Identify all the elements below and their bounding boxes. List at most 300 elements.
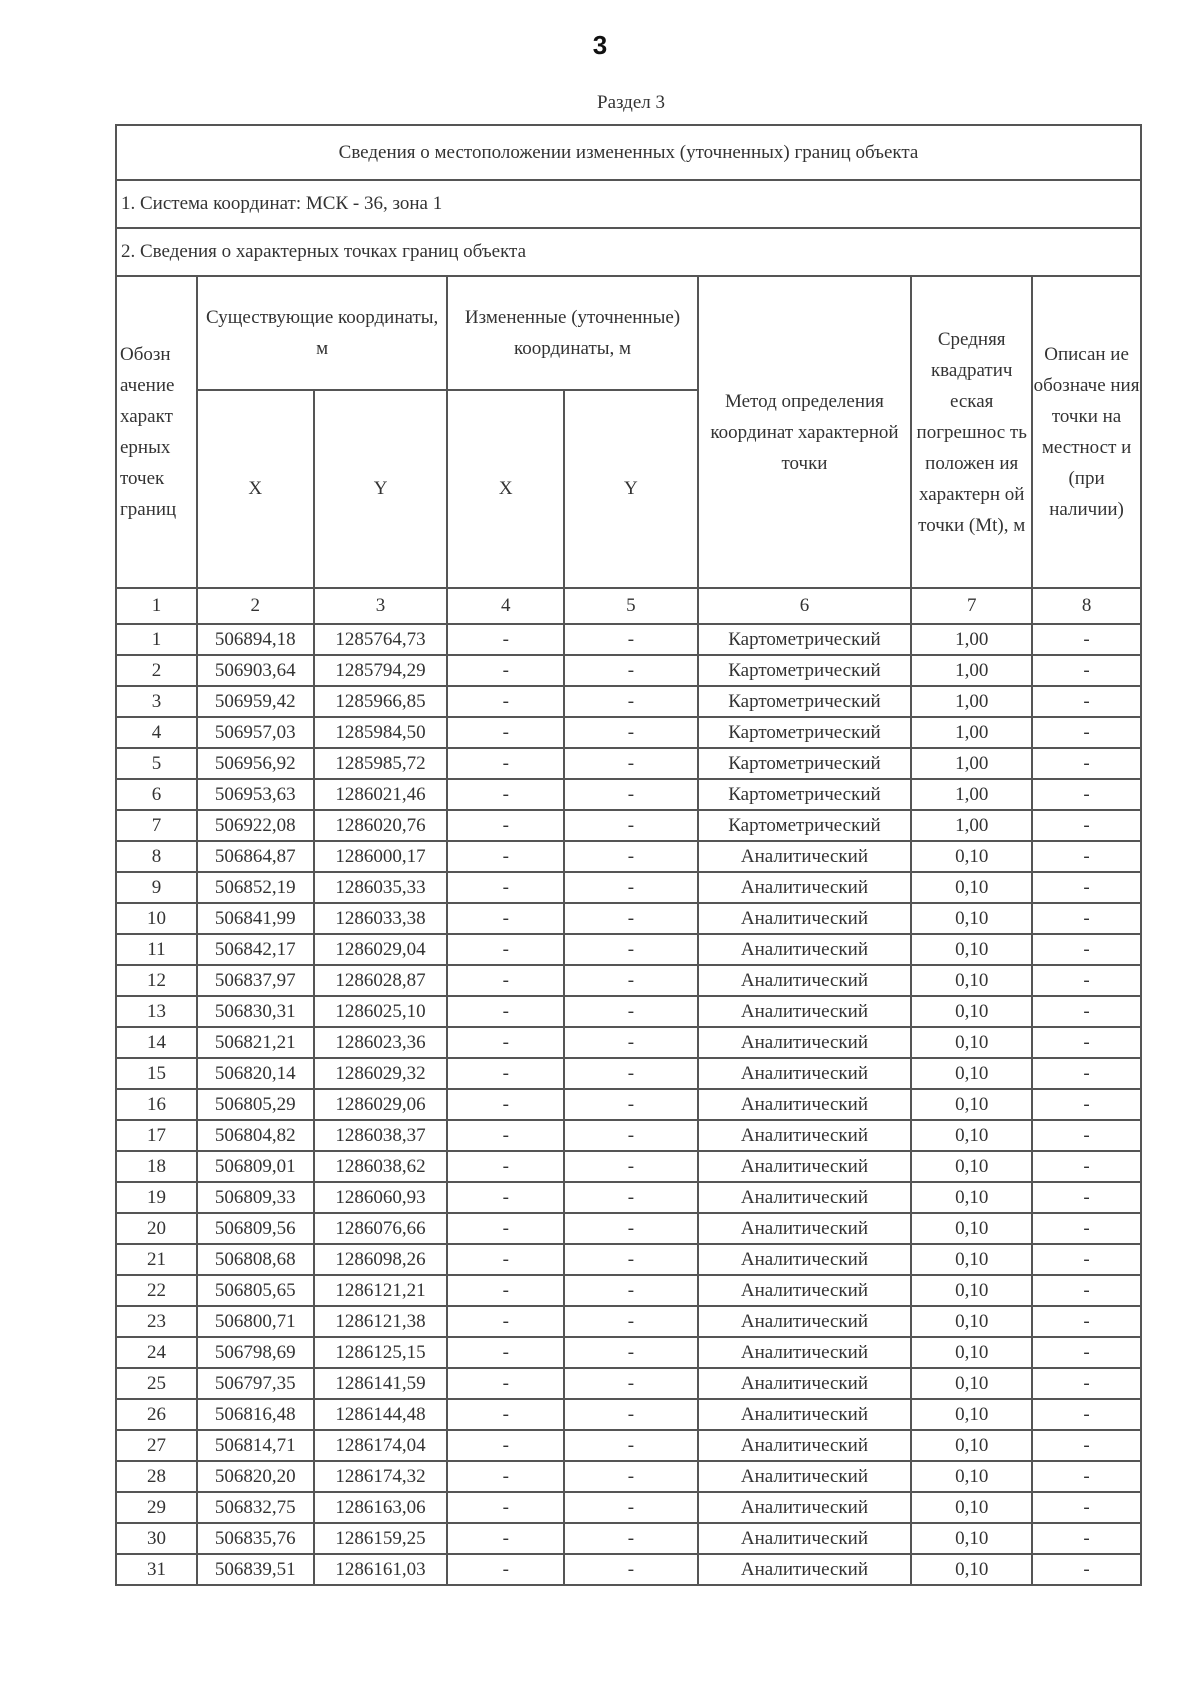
cell-description: - [1032,1368,1141,1399]
cell-existing-y: 1286021,46 [314,779,448,810]
cell-mt-value: 1,00 [911,624,1032,655]
cell-method: Аналитический [698,1151,912,1182]
table-row [116,1523,1141,1554]
cell-point-number: 15 [116,1058,197,1089]
cell-changed-y: - [564,1306,698,1337]
cell-mt-value: 1,00 [911,686,1032,717]
cell-mt-value: 0,10 [911,841,1032,872]
cell-point-number: 23 [116,1306,197,1337]
cell-changed-y: - [564,996,698,1027]
cell-description: - [1032,1120,1141,1151]
cell-changed-y: - [564,748,698,779]
cell-point-number: 22 [116,1275,197,1306]
cell-description: - [1032,748,1141,779]
cell-description: - [1032,1182,1141,1213]
cell-existing-y: 1286076,66 [314,1213,448,1244]
cell-changed-y: - [564,1244,698,1275]
cell-method: Аналитический [698,1275,912,1306]
cell-mt-value: 0,10 [911,1306,1032,1337]
cell-mt-value: 0,10 [911,965,1032,996]
cell-existing-y: 1286020,76 [314,810,448,841]
column-number: 8 [1032,588,1141,624]
cell-description: - [1032,779,1141,810]
cell-changed-x: - [447,1523,564,1554]
cell-description: - [1032,1089,1141,1120]
cell-mt-value: 0,10 [911,1368,1032,1399]
cell-changed-x: - [447,1213,564,1244]
cell-existing-y: 1286035,33 [314,872,448,903]
cell-description: - [1032,1554,1141,1585]
cell-point-number: 3 [116,686,197,717]
cell-point-number: 29 [116,1492,197,1523]
cell-mt-value: 0,10 [911,1213,1032,1244]
cell-description: - [1032,1523,1141,1554]
cell-method: Аналитический [698,1027,912,1058]
cell-mt-value: 0,10 [911,903,1032,934]
cell-mt-value: 0,10 [911,1337,1032,1368]
cell-changed-x: - [447,686,564,717]
table-row [116,903,1141,934]
cell-description: - [1032,965,1141,996]
cell-description: - [1032,717,1141,748]
cell-changed-x: - [447,1275,564,1306]
cell-existing-x: 506839,51 [197,1554,314,1585]
cell-changed-x: - [447,655,564,686]
cell-changed-y: - [564,934,698,965]
table-row [116,779,1141,810]
cell-changed-y: - [564,779,698,810]
cell-existing-x: 506816,48 [197,1399,314,1430]
cell-method: Картометрический [698,686,912,717]
cell-point-number: 25 [116,1368,197,1399]
cell-existing-y: 1286163,06 [314,1492,448,1523]
cell-existing-y: 1285764,73 [314,624,448,655]
cell-changed-x: - [447,1306,564,1337]
cell-existing-x: 506805,65 [197,1275,314,1306]
table-row [116,810,1141,841]
cell-point-number: 7 [116,810,197,841]
column-number: 3 [314,588,448,624]
table-row [116,872,1141,903]
cell-method: Аналитический [698,1554,912,1585]
cell-point-number: 26 [116,1399,197,1430]
page-number: 3 [592,30,608,60]
cell-method: Аналитический [698,1523,912,1554]
cell-changed-x: - [447,1337,564,1368]
cell-existing-y: 1286025,10 [314,996,448,1027]
cell-existing-x: 506830,31 [197,996,314,1027]
cell-changed-y: - [564,1120,698,1151]
cell-changed-x: - [447,1027,564,1058]
cell-point-number: 17 [116,1120,197,1151]
cell-description: - [1032,810,1141,841]
cell-mt-value: 0,10 [911,1430,1032,1461]
cell-point-number: 9 [116,872,197,903]
cell-changed-x: - [447,810,564,841]
cell-point-number: 11 [116,934,197,965]
cell-method: Аналитический [698,1058,912,1089]
cell-changed-y: - [564,965,698,996]
cell-mt-value: 1,00 [911,655,1032,686]
cell-point-number: 10 [116,903,197,934]
cell-changed-x: - [447,934,564,965]
header-changed-y: Y [564,390,698,588]
cell-description: - [1032,996,1141,1027]
cell-existing-x: 506809,01 [197,1151,314,1182]
cell-changed-y: - [564,1337,698,1368]
cell-description: - [1032,1244,1141,1275]
cell-existing-y: 1286033,38 [314,903,448,934]
cell-existing-x: 506835,76 [197,1523,314,1554]
cell-existing-y: 1286029,32 [314,1058,448,1089]
cell-existing-y: 1286098,26 [314,1244,448,1275]
cell-existing-y: 1286144,48 [314,1399,448,1430]
cell-method: Аналитический [698,965,912,996]
cell-description: - [1032,1399,1141,1430]
cell-description: - [1032,1027,1141,1058]
cell-changed-y: - [564,1368,698,1399]
cell-changed-y: - [564,1058,698,1089]
table-row [116,1399,1141,1430]
cell-changed-y: - [564,1089,698,1120]
cell-method: Аналитический [698,1089,912,1120]
cell-existing-x: 506820,20 [197,1461,314,1492]
table-row [116,1213,1141,1244]
cell-existing-x: 506842,17 [197,934,314,965]
cell-existing-x: 506953,63 [197,779,314,810]
column-number: 5 [564,588,698,624]
cell-existing-x: 506809,33 [197,1182,314,1213]
cell-existing-x: 506864,87 [197,841,314,872]
cell-changed-y: - [564,903,698,934]
cell-method: Картометрический [698,748,912,779]
table-row [116,1492,1141,1523]
cell-mt-value: 0,10 [911,934,1032,965]
coord-system: 1. Система координат: МСК - 36, зона 1 [116,180,1141,228]
cell-method: Аналитический [698,1306,912,1337]
column-number: 6 [698,588,912,624]
cell-method: Аналитический [698,1337,912,1368]
cell-existing-x: 506852,19 [197,872,314,903]
cell-description: - [1032,1275,1141,1306]
cell-mt-value: 1,00 [911,810,1032,841]
cell-method: Аналитический [698,1461,912,1492]
cell-existing-x: 506959,42 [197,686,314,717]
table-row [116,1275,1141,1306]
cell-mt-value: 0,10 [911,1461,1032,1492]
cell-existing-x: 506957,03 [197,717,314,748]
cell-existing-y: 1286141,59 [314,1368,448,1399]
cell-mt-value: 0,10 [911,1120,1032,1151]
table-row [116,1430,1141,1461]
cell-changed-y: - [564,1430,698,1461]
cell-existing-y: 1286038,62 [314,1151,448,1182]
header-existing-coords: Существующие координаты, м [197,276,448,390]
cell-changed-x: - [447,1430,564,1461]
cell-existing-x: 506832,75 [197,1492,314,1523]
cell-changed-x: - [447,1554,564,1585]
cell-changed-x: - [447,1244,564,1275]
cell-changed-x: - [447,996,564,1027]
cell-method: Аналитический [698,1399,912,1430]
cell-mt-value: 0,10 [911,1523,1032,1554]
cell-point-number: 6 [116,779,197,810]
cell-changed-x: - [447,1182,564,1213]
table-row [116,1120,1141,1151]
cell-changed-x: - [447,903,564,934]
cell-description: - [1032,872,1141,903]
cell-point-number: 20 [116,1213,197,1244]
cell-description: - [1032,1151,1141,1182]
header-existing-x: X [197,390,314,588]
cell-mt-value: 0,10 [911,872,1032,903]
cell-method: Аналитический [698,1120,912,1151]
column-number: 1 [116,588,197,624]
cell-mt-value: 0,10 [911,996,1032,1027]
column-number: 4 [447,588,564,624]
cell-changed-x: - [447,1151,564,1182]
column-number: 7 [911,588,1032,624]
cell-changed-y: - [564,1523,698,1554]
cell-point-number: 19 [116,1182,197,1213]
table-row [116,996,1141,1027]
cell-existing-y: 1285984,50 [314,717,448,748]
cell-existing-x: 506804,82 [197,1120,314,1151]
cell-point-number: 31 [116,1554,197,1585]
cell-existing-y: 1285794,29 [314,655,448,686]
cell-changed-x: - [447,1089,564,1120]
cell-mt-value: 0,10 [911,1492,1032,1523]
cell-existing-y: 1286038,37 [314,1120,448,1151]
table-row [116,1461,1141,1492]
cell-mt-value: 1,00 [911,779,1032,810]
cell-changed-y: - [564,1461,698,1492]
table-row [116,841,1141,872]
cell-changed-x: - [447,1461,564,1492]
cell-description: - [1032,686,1141,717]
cell-existing-y: 1285966,85 [314,686,448,717]
cell-point-number: 5 [116,748,197,779]
cell-changed-y: - [564,686,698,717]
cell-changed-x: - [447,1120,564,1151]
cell-changed-y: - [564,717,698,748]
cell-description: - [1032,1461,1141,1492]
cell-changed-x: - [447,717,564,748]
cell-mt-value: 0,10 [911,1399,1032,1430]
cell-existing-y: 1286159,25 [314,1523,448,1554]
cell-description: - [1032,1213,1141,1244]
cell-method: Картометрический [698,810,912,841]
cell-method: Картометрический [698,717,912,748]
table-row [116,1306,1141,1337]
cell-method: Аналитический [698,1492,912,1523]
cell-changed-x: - [447,748,564,779]
cell-changed-y: - [564,624,698,655]
cell-existing-x: 506798,69 [197,1337,314,1368]
cell-mt-value: 0,10 [911,1089,1032,1120]
cell-changed-x: - [447,1058,564,1089]
table-row [116,1244,1141,1275]
cell-point-number: 21 [116,1244,197,1275]
cell-existing-y: 1286029,06 [314,1089,448,1120]
cell-existing-x: 506805,29 [197,1089,314,1120]
table-row [116,1058,1141,1089]
table-row [116,717,1141,748]
table-row [116,934,1141,965]
cell-point-number: 2 [116,655,197,686]
table-row [116,1368,1141,1399]
cell-existing-x: 506841,99 [197,903,314,934]
cell-changed-y: - [564,1275,698,1306]
cell-mt-value: 0,10 [911,1182,1032,1213]
table-row [116,1089,1141,1120]
cell-changed-x: - [447,965,564,996]
cell-description: - [1032,841,1141,872]
cell-existing-y: 1285985,72 [314,748,448,779]
cell-method: Аналитический [698,872,912,903]
cell-method: Аналитический [698,1368,912,1399]
cell-existing-y: 1286121,38 [314,1306,448,1337]
cell-changed-y: - [564,1151,698,1182]
cell-existing-x: 506922,08 [197,810,314,841]
cell-existing-y: 1286060,93 [314,1182,448,1213]
cell-point-number: 16 [116,1089,197,1120]
cell-changed-x: - [447,872,564,903]
column-numbers-row [116,588,1141,624]
cell-method: Аналитический [698,934,912,965]
table-row [116,1182,1141,1213]
table-row [116,1337,1141,1368]
table-row [116,1554,1141,1585]
column-number: 2 [197,588,314,624]
cell-changed-y: - [564,655,698,686]
cell-existing-x: 506894,18 [197,624,314,655]
cell-method: Аналитический [698,1182,912,1213]
cell-existing-x: 506820,14 [197,1058,314,1089]
cell-mt-value: 0,10 [911,1151,1032,1182]
cell-changed-y: - [564,841,698,872]
table-row [116,624,1141,655]
cell-point-number: 1 [116,624,197,655]
cell-method: Аналитический [698,1213,912,1244]
table-row [116,1027,1141,1058]
cell-method: Картометрический [698,655,912,686]
cell-description: - [1032,1306,1141,1337]
cell-point-number: 12 [116,965,197,996]
cell-existing-y: 1286161,03 [314,1554,448,1585]
header-method: Метод определения координат характерной точки [698,276,912,588]
cell-point-number: 27 [116,1430,197,1461]
cell-existing-y: 1286028,87 [314,965,448,996]
cell-description: - [1032,1492,1141,1523]
header-mt: Средняя квадратич еская погрешнос ть положен ия характерн ой точки (Mt), м [911,276,1032,588]
header-changed-x: X [447,390,564,588]
cell-existing-x: 506797,35 [197,1368,314,1399]
cell-changed-y: - [564,1182,698,1213]
cell-existing-y: 1286029,04 [314,934,448,965]
cell-description: - [1032,624,1141,655]
cell-mt-value: 0,10 [911,1554,1032,1585]
table-row [116,965,1141,996]
cell-point-number: 8 [116,841,197,872]
table-row [116,655,1141,686]
cell-changed-x: - [447,841,564,872]
cell-existing-y: 1286023,36 [314,1027,448,1058]
table-row [116,1151,1141,1182]
cell-changed-y: - [564,1492,698,1523]
header-description: Описан ие обозначе ния точки на местност и (при наличии) [1032,276,1141,588]
section-label: Раздел 3 [597,92,665,113]
cell-point-number: 28 [116,1461,197,1492]
table-row [116,748,1141,779]
header-changed-coords: Измененные (уточненные) координаты, м [447,276,697,390]
cell-changed-y: - [564,1554,698,1585]
cell-existing-x: 506821,21 [197,1027,314,1058]
cell-description: - [1032,903,1141,934]
cell-changed-y: - [564,872,698,903]
cell-changed-y: - [564,1399,698,1430]
cell-point-number: 4 [116,717,197,748]
cell-changed-x: - [447,1492,564,1523]
cell-existing-x: 506809,56 [197,1213,314,1244]
cell-point-number: 13 [116,996,197,1027]
points-heading: 2. Сведения о характерных точках границ объекта [116,228,1141,276]
cell-method: Аналитический [698,903,912,934]
cell-existing-x: 506903,64 [197,655,314,686]
cell-description: - [1032,655,1141,686]
cell-mt-value: 1,00 [911,717,1032,748]
cell-mt-value: 1,00 [911,748,1032,779]
cell-mt-value: 0,10 [911,1058,1032,1089]
cell-existing-y: 1286121,21 [314,1275,448,1306]
cell-method: Аналитический [698,996,912,1027]
cell-changed-y: - [564,810,698,841]
cell-method: Картометрический [698,779,912,810]
cell-existing-y: 1286174,32 [314,1461,448,1492]
cell-description: - [1032,1058,1141,1089]
cell-changed-x: - [447,1399,564,1430]
cell-existing-x: 506814,71 [197,1430,314,1461]
cell-changed-y: - [564,1213,698,1244]
cell-mt-value: 0,10 [911,1275,1032,1306]
header-existing-y: Y [314,390,448,588]
cell-changed-x: - [447,624,564,655]
cell-changed-x: - [447,779,564,810]
cell-existing-y: 1286125,15 [314,1337,448,1368]
cell-method: Аналитический [698,1244,912,1275]
cell-point-number: 14 [116,1027,197,1058]
cell-existing-x: 506808,68 [197,1244,314,1275]
cell-existing-x: 506800,71 [197,1306,314,1337]
table-row [116,686,1141,717]
cell-method: Аналитический [698,841,912,872]
cell-description: - [1032,934,1141,965]
cell-point-number: 30 [116,1523,197,1554]
cell-existing-x: 506837,97 [197,965,314,996]
cell-point-number: 18 [116,1151,197,1182]
cell-existing-y: 1286000,17 [314,841,448,872]
cell-changed-y: - [564,1027,698,1058]
cell-existing-y: 1286174,04 [314,1430,448,1461]
cell-point-number: 24 [116,1337,197,1368]
cell-existing-x: 506956,92 [197,748,314,779]
header-designation: Обозн ачение характ ерных точек границ [116,276,197,588]
cell-method: Аналитический [698,1430,912,1461]
cell-description: - [1032,1430,1141,1461]
table-title: Сведения о местоположении измененных (уточненных) границ объекта [116,125,1141,180]
boundary-points-table [115,124,1142,1586]
cell-changed-x: - [447,1368,564,1399]
